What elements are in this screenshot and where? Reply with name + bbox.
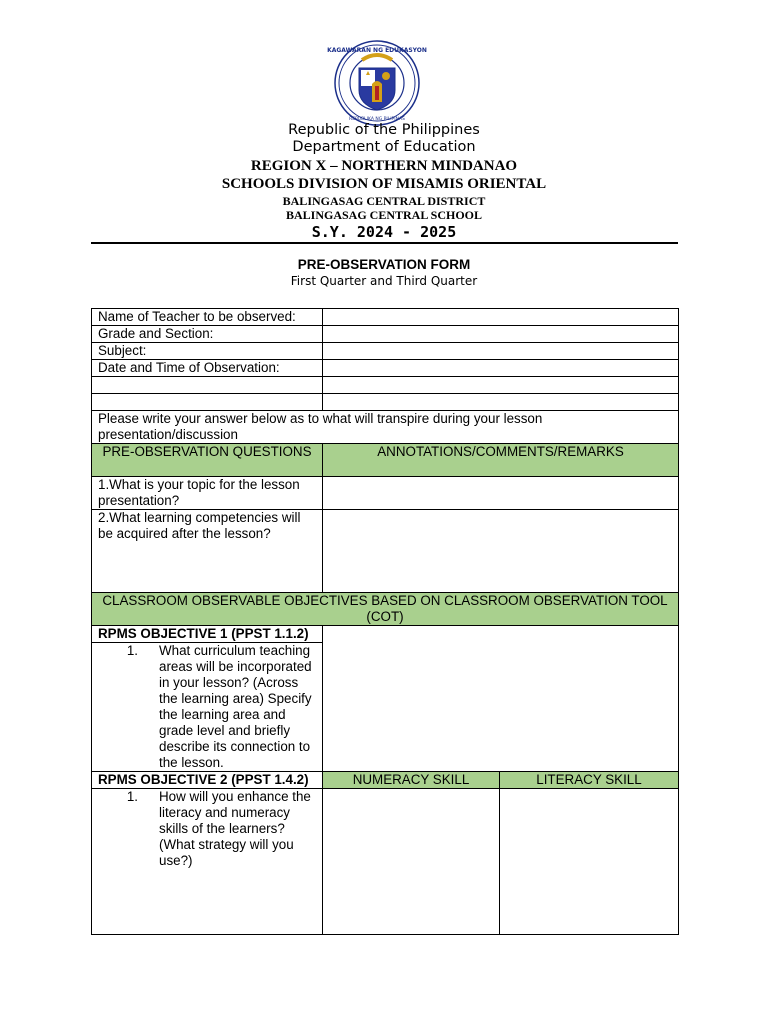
list-number: 1. — [126, 643, 138, 658]
form-subtitle: First Quarter and Third Quarter — [290, 274, 478, 288]
blank-label-cell[interactable] — [92, 394, 323, 411]
objective-2-question — [92, 789, 323, 935]
department-line: Department of Education — [292, 139, 476, 155]
answer-2-field[interactable] — [323, 510, 679, 593]
school-year: S.Y. 2024 - 2025 — [311, 223, 457, 241]
region-line: REGION X – NORTHERN MINDANAO — [250, 158, 518, 174]
objective-1-title: RPMS OBJECTIVE 1 (PPST 1.1.2) — [92, 626, 323, 643]
question-2: 2.What learning competencies will be acquired after the lesson? — [92, 510, 323, 593]
deped-seal-logo — [327, 40, 427, 126]
teacher-name-field[interactable] — [323, 309, 679, 326]
objective-1-question-text: What curriculum teaching areas will be incorporated in your lesson? (Across the learning area) Specify the learning area and grade level and briefly describe its connection to the lesson. — [159, 643, 312, 770]
svg-text:REPUBLIKA NG PILIPINAS: REPUBLIKA NG PILIPINAS — [349, 117, 405, 122]
cot-section-header: CLASSROOM OBSERVABLE OBJECTIVES BASED ON CLASSROOM OBSERVATION TOOL (COT) — [92, 593, 679, 626]
header-divider — [91, 242, 678, 244]
objective-1-question — [92, 643, 323, 772]
division-line: SCHOOLS DIVISION OF MISAMIS ORIENTAL — [221, 176, 547, 192]
subject-label: Subject: — [92, 343, 323, 360]
blank-value-cell[interactable] — [323, 394, 679, 411]
annotations-column-header: ANNOTATIONS/COMMENTS/REMARKS — [323, 444, 679, 477]
instruction-text: Please write your answer below as to what will transpire during your lesson presentation/discussion — [92, 411, 679, 444]
answer-1-field[interactable] — [323, 477, 679, 510]
date-time-label: Date and Time of Observation: — [92, 360, 323, 377]
grade-section-field[interactable] — [323, 326, 679, 343]
date-time-field[interactable] — [323, 360, 679, 377]
form-title: PRE-OBSERVATION FORM — [297, 257, 471, 272]
list-number: 1. — [126, 789, 138, 804]
questions-column-header: PRE-OBSERVATION QUESTIONS — [92, 444, 323, 477]
grade-section-label: Grade and Section: — [92, 326, 323, 343]
question-1: 1.What is your topic for the lesson presentation? — [92, 477, 323, 510]
district-line: BALINGASAG CENTRAL DISTRICT — [282, 194, 486, 208]
objective-2-question-text: How will you enhance the literacy and numeracy skills of the learners? (What strategy will you use?) — [159, 789, 311, 868]
numeracy-answer-field[interactable] — [323, 789, 500, 935]
svg-text:KAGAWARAN NG EDUKASYON: KAGAWARAN NG EDUKASYON — [327, 47, 427, 54]
pre-observation-table — [91, 308, 679, 935]
literacy-skill-header: LITERACY SKILL — [500, 772, 679, 789]
numeracy-skill-header: NUMERACY SKILL — [323, 772, 500, 789]
blank-value-cell[interactable] — [323, 377, 679, 394]
objective-1-answer-field[interactable] — [323, 626, 679, 772]
subject-field[interactable] — [323, 343, 679, 360]
school-line: BALINGASAG CENTRAL SCHOOL — [285, 208, 483, 222]
republic-line: Republic of the Philippines — [288, 122, 480, 138]
objective-2-title: RPMS OBJECTIVE 2 (PPST 1.4.2) — [92, 772, 323, 789]
blank-label-cell[interactable] — [92, 377, 323, 394]
literacy-answer-field[interactable] — [500, 789, 679, 935]
teacher-name-label: Name of Teacher to be observed: — [92, 309, 323, 326]
